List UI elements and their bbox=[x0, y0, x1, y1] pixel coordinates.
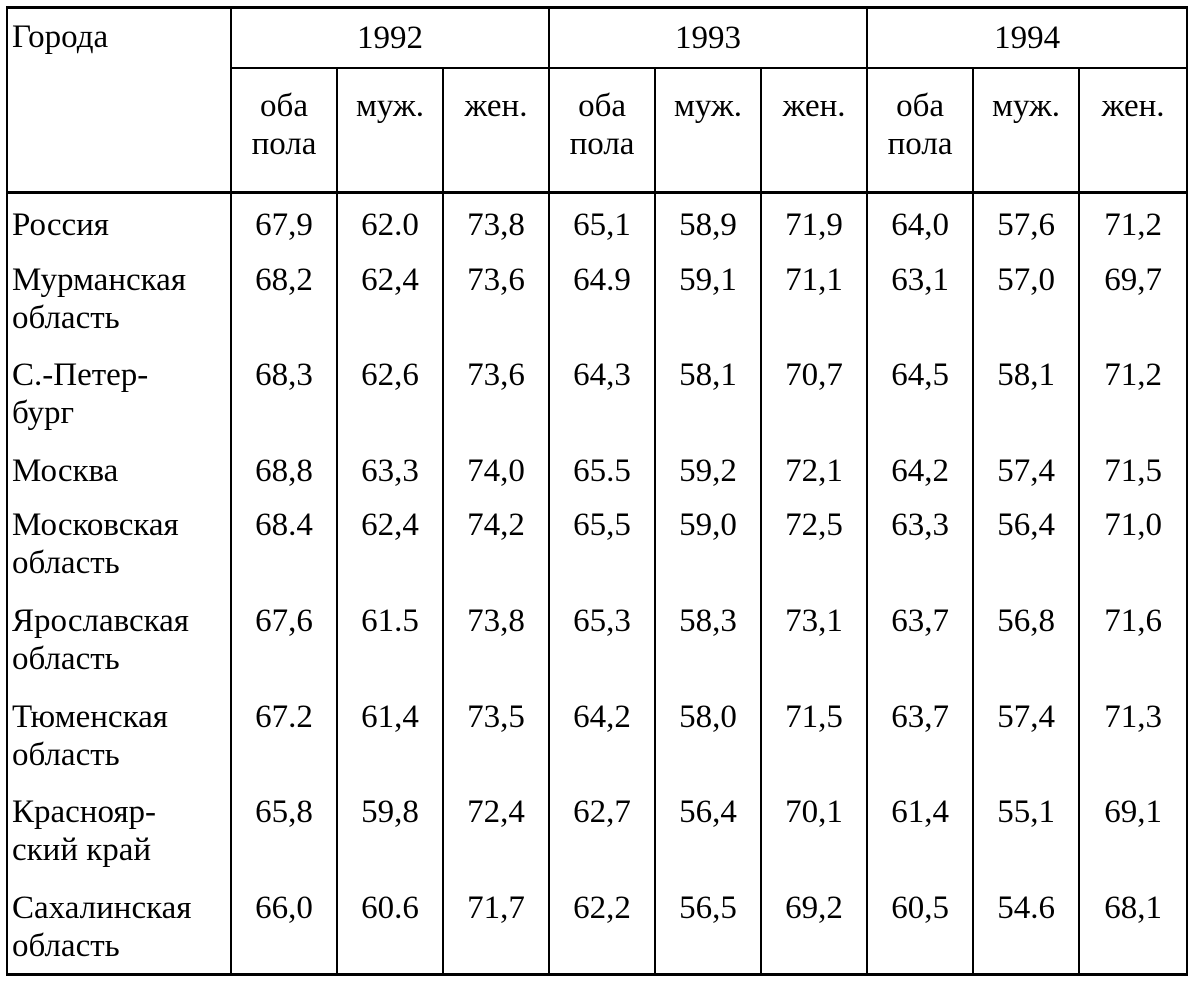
value-cell: 57,6 bbox=[973, 193, 1079, 249]
value-cell: 64,0 bbox=[867, 193, 973, 249]
sex-subheader: муж. bbox=[337, 68, 443, 193]
value-cell: 73,8 bbox=[443, 193, 549, 249]
value-cell: 63,3 bbox=[337, 440, 443, 494]
sex-subheader: оба пола bbox=[549, 68, 655, 193]
value-cell: 62,4 bbox=[337, 494, 443, 590]
value-cell: 54.6 bbox=[973, 877, 1079, 974]
value-cell: 64,2 bbox=[549, 686, 655, 782]
value-cell: 64,5 bbox=[867, 344, 973, 440]
table-row bbox=[7, 344, 1187, 440]
value-cell: 55,1 bbox=[973, 781, 1079, 877]
city-name-cell: Тюменская область bbox=[7, 686, 231, 782]
value-cell: 64,2 bbox=[867, 440, 973, 494]
value-cell: 58,3 bbox=[655, 590, 761, 686]
value-cell: 59,1 bbox=[655, 249, 761, 345]
value-cell: 64.9 bbox=[549, 249, 655, 345]
life-expectancy-table-wrapper bbox=[6, 6, 1182, 976]
value-cell: 73,6 bbox=[443, 249, 549, 345]
value-cell: 58,1 bbox=[655, 344, 761, 440]
value-cell: 59,2 bbox=[655, 440, 761, 494]
value-cell: 63,7 bbox=[867, 590, 973, 686]
value-cell: 60.6 bbox=[337, 877, 443, 974]
value-cell: 67,6 bbox=[231, 590, 337, 686]
value-cell: 71,1 bbox=[761, 249, 867, 345]
header-row-years bbox=[7, 8, 1187, 69]
value-cell: 59,8 bbox=[337, 781, 443, 877]
value-cell: 74,2 bbox=[443, 494, 549, 590]
table-row bbox=[7, 590, 1187, 686]
value-cell: 60,5 bbox=[867, 877, 973, 974]
value-cell: 62,2 bbox=[549, 877, 655, 974]
value-cell: 65.5 bbox=[549, 440, 655, 494]
value-cell: 71,3 bbox=[1079, 686, 1187, 782]
value-cell: 56,4 bbox=[973, 494, 1079, 590]
value-cell: 57,4 bbox=[973, 440, 1079, 494]
value-cell: 69,2 bbox=[761, 877, 867, 974]
value-cell: 71,6 bbox=[1079, 590, 1187, 686]
table-row bbox=[7, 249, 1187, 345]
value-cell: 63,3 bbox=[867, 494, 973, 590]
table-row bbox=[7, 877, 1187, 974]
value-cell: 71,2 bbox=[1079, 344, 1187, 440]
value-cell: 58,0 bbox=[655, 686, 761, 782]
value-cell: 62,7 bbox=[549, 781, 655, 877]
value-cell: 71,5 bbox=[1079, 440, 1187, 494]
city-column-header: Города bbox=[7, 8, 231, 193]
sex-subheader: жен. bbox=[1079, 68, 1187, 193]
value-cell: 64,3 bbox=[549, 344, 655, 440]
value-cell: 65,1 bbox=[549, 193, 655, 249]
value-cell: 67.2 bbox=[231, 686, 337, 782]
city-name-cell: Сахалинская область bbox=[7, 877, 231, 974]
value-cell: 65,8 bbox=[231, 781, 337, 877]
sex-subheader: жен. bbox=[761, 68, 867, 193]
year-header: 1994 bbox=[867, 8, 1187, 69]
value-cell: 68,1 bbox=[1079, 877, 1187, 974]
value-cell: 72,1 bbox=[761, 440, 867, 494]
value-cell: 56,8 bbox=[973, 590, 1079, 686]
city-name-cell: Москва bbox=[7, 440, 231, 494]
value-cell: 71,5 bbox=[761, 686, 867, 782]
value-cell: 62,4 bbox=[337, 249, 443, 345]
value-cell: 65,5 bbox=[549, 494, 655, 590]
value-cell: 67,9 bbox=[231, 193, 337, 249]
value-cell: 58,1 bbox=[973, 344, 1079, 440]
value-cell: 57,0 bbox=[973, 249, 1079, 345]
table-row bbox=[7, 781, 1187, 877]
table-row bbox=[7, 686, 1187, 782]
value-cell: 68.4 bbox=[231, 494, 337, 590]
sex-subheader: муж. bbox=[655, 68, 761, 193]
value-cell: 65,3 bbox=[549, 590, 655, 686]
city-name-cell: Россия bbox=[7, 193, 231, 249]
value-cell: 57,4 bbox=[973, 686, 1079, 782]
city-name-cell: Мурманская область bbox=[7, 249, 231, 345]
value-cell: 73,5 bbox=[443, 686, 549, 782]
value-cell: 71,0 bbox=[1079, 494, 1187, 590]
value-cell: 68,8 bbox=[231, 440, 337, 494]
value-cell: 63,7 bbox=[867, 686, 973, 782]
value-cell: 61,4 bbox=[867, 781, 973, 877]
sex-subheader: оба пола bbox=[231, 68, 337, 193]
value-cell: 63,1 bbox=[867, 249, 973, 345]
value-cell: 73,6 bbox=[443, 344, 549, 440]
value-cell: 61.5 bbox=[337, 590, 443, 686]
sex-subheader: оба пола bbox=[867, 68, 973, 193]
value-cell: 61,4 bbox=[337, 686, 443, 782]
value-cell: 58,9 bbox=[655, 193, 761, 249]
value-cell: 70,7 bbox=[761, 344, 867, 440]
value-cell: 59,0 bbox=[655, 494, 761, 590]
value-cell: 69,7 bbox=[1079, 249, 1187, 345]
value-cell: 69,1 bbox=[1079, 781, 1187, 877]
value-cell: 68,3 bbox=[231, 344, 337, 440]
value-cell: 56,5 bbox=[655, 877, 761, 974]
value-cell: 68,2 bbox=[231, 249, 337, 345]
value-cell: 72,4 bbox=[443, 781, 549, 877]
table-row bbox=[7, 494, 1187, 590]
value-cell: 70,1 bbox=[761, 781, 867, 877]
year-header: 1992 bbox=[231, 8, 549, 69]
sex-subheader: муж. bbox=[973, 68, 1079, 193]
table-row bbox=[7, 440, 1187, 494]
table-row bbox=[7, 193, 1187, 249]
value-cell: 66,0 bbox=[231, 877, 337, 974]
city-name-cell: Московская область bbox=[7, 494, 231, 590]
city-name-cell: Краснояр- ский край bbox=[7, 781, 231, 877]
value-cell: 73,1 bbox=[761, 590, 867, 686]
value-cell: 56,4 bbox=[655, 781, 761, 877]
value-cell: 73,8 bbox=[443, 590, 549, 686]
value-cell: 71,7 bbox=[443, 877, 549, 974]
sex-subheader: жен. bbox=[443, 68, 549, 193]
value-cell: 62,6 bbox=[337, 344, 443, 440]
city-name-cell: Ярославская область bbox=[7, 590, 231, 686]
value-cell: 71,2 bbox=[1079, 193, 1187, 249]
value-cell: 74,0 bbox=[443, 440, 549, 494]
value-cell: 62.0 bbox=[337, 193, 443, 249]
value-cell: 71,9 bbox=[761, 193, 867, 249]
value-cell: 72,5 bbox=[761, 494, 867, 590]
city-name-cell: С.-Петер- бург bbox=[7, 344, 231, 440]
life-expectancy-table bbox=[6, 6, 1188, 976]
year-header: 1993 bbox=[549, 8, 867, 69]
